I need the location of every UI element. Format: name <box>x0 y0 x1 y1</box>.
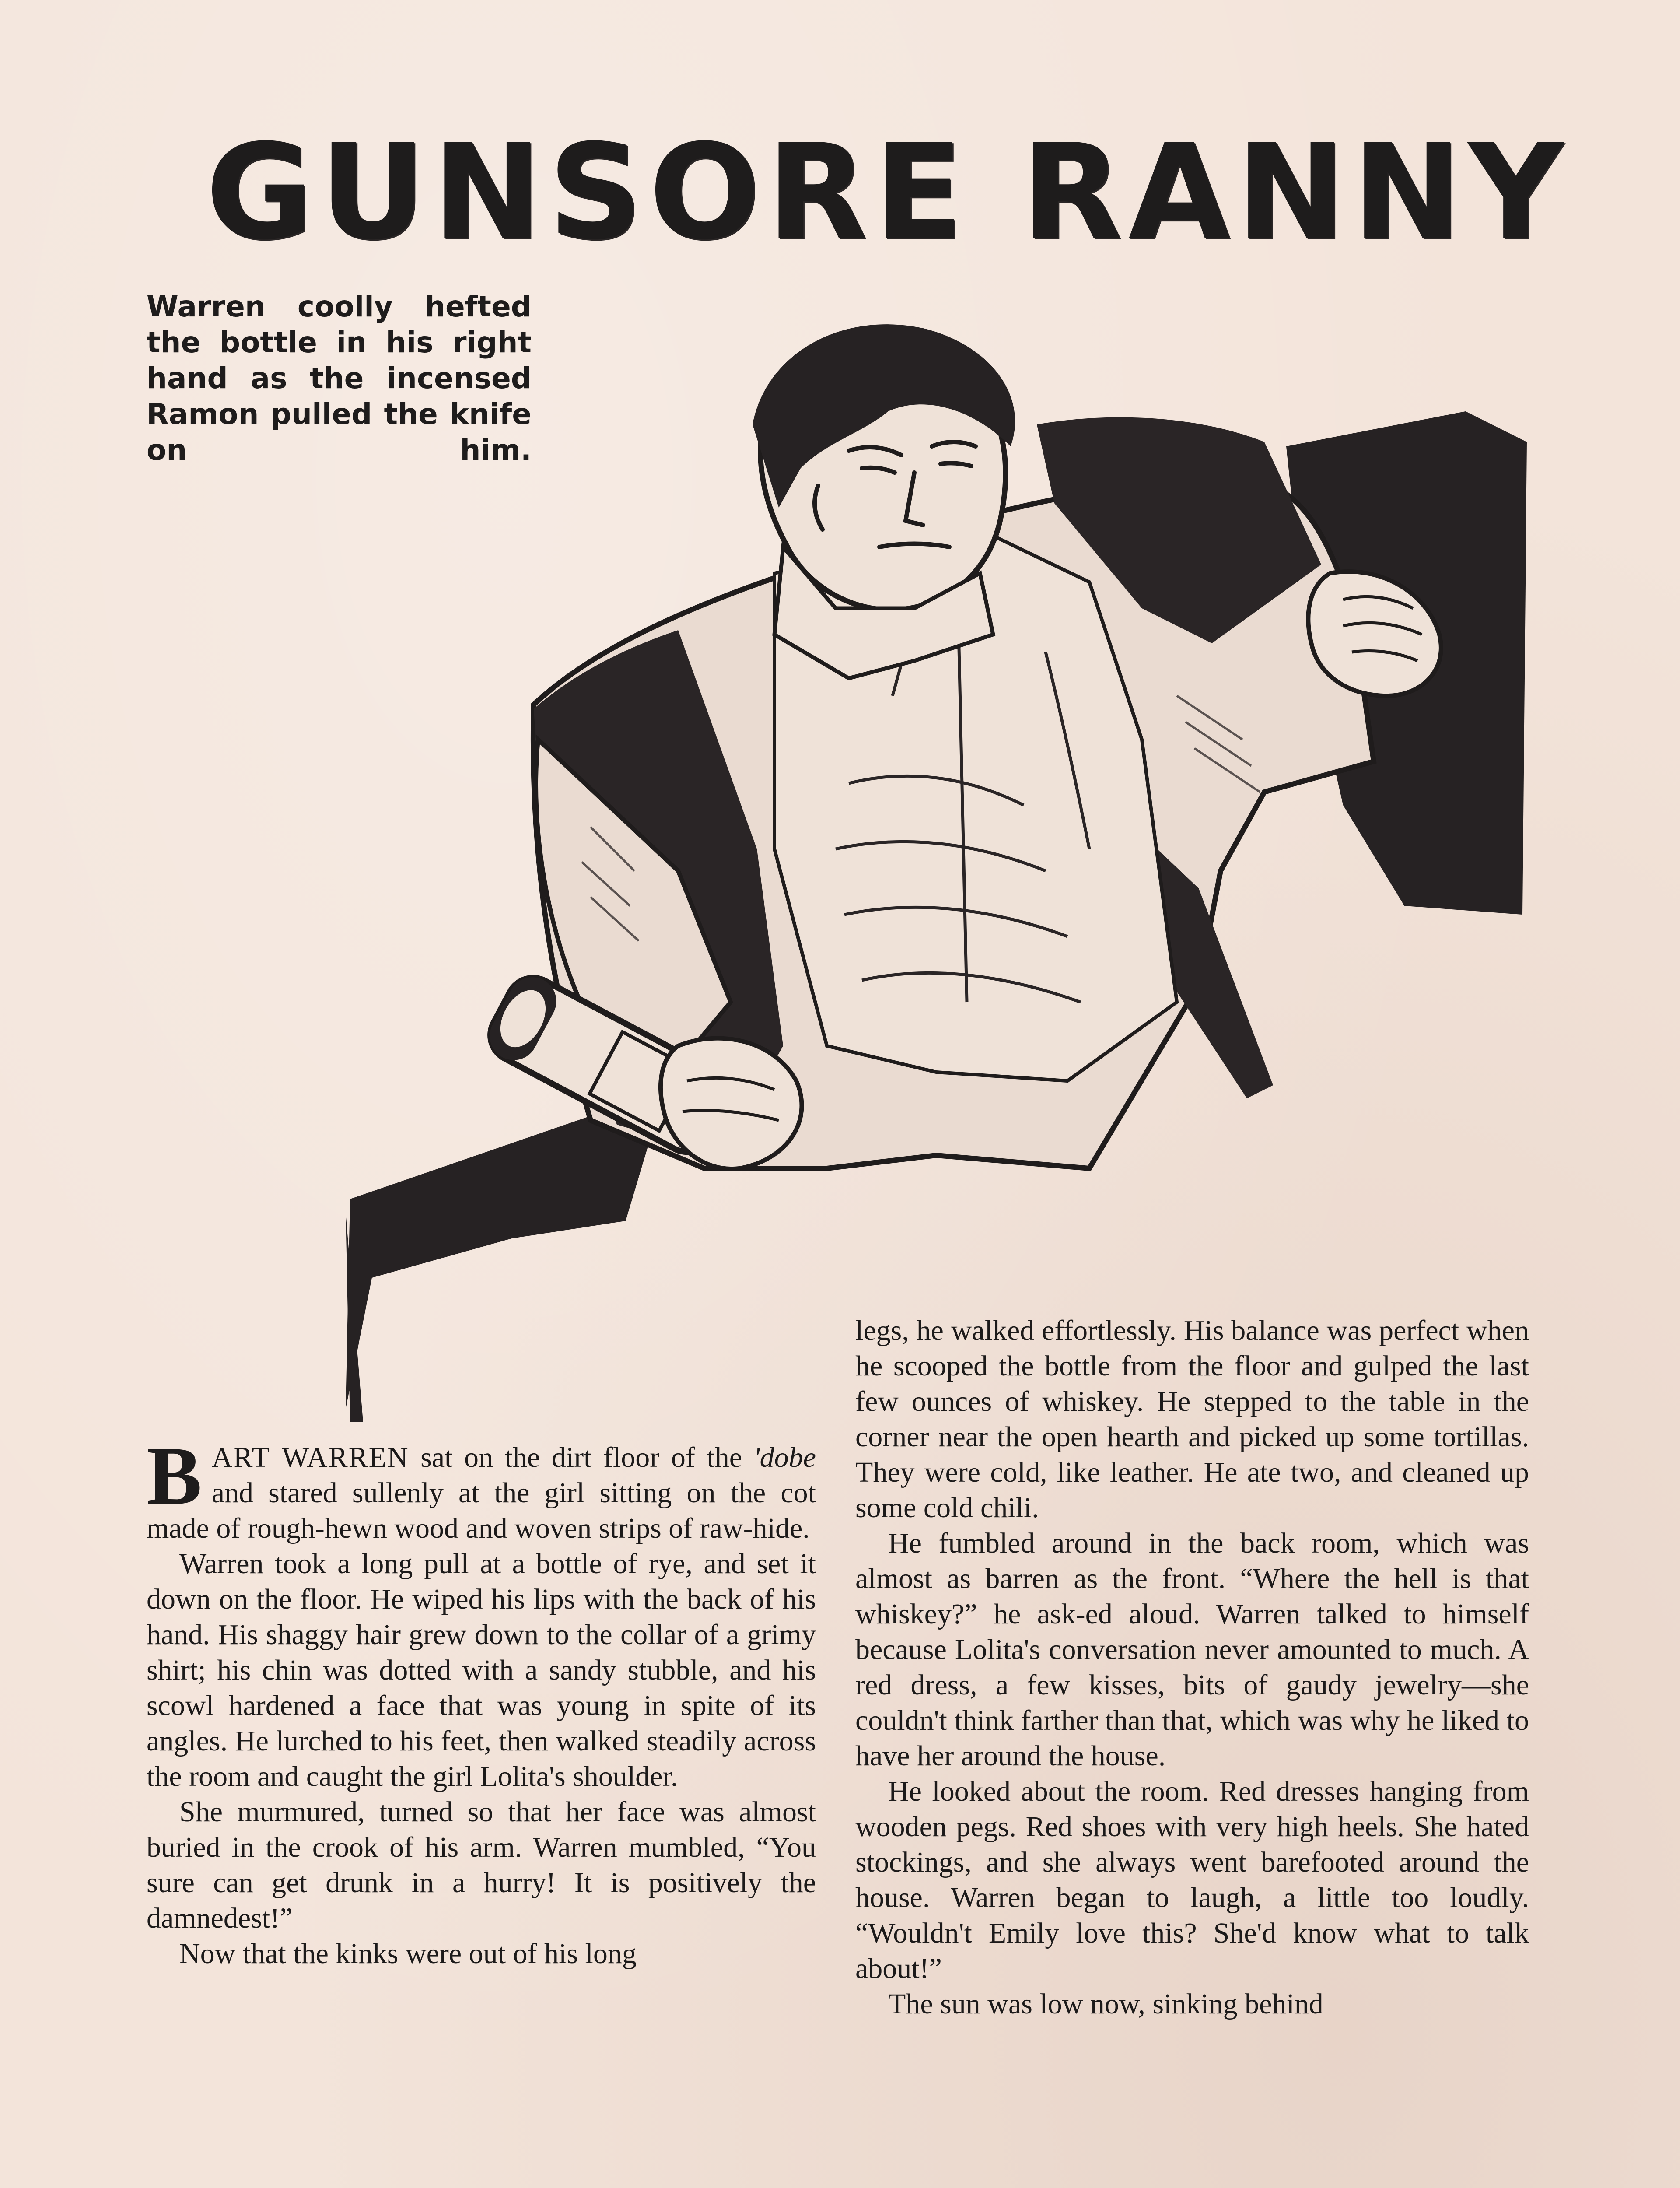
lead-caps: ART WARREN <box>211 1441 409 1473</box>
paragraph-text: sat on the dirt floor of the <box>409 1441 754 1473</box>
paragraph-text: and stared sullenly at the girl sitting on the cot made of rough-hewn wood and woven strips of raw-hide. <box>147 1477 816 1544</box>
paragraph: legs, he walked effortlessly. His balance was perfect when he scooped the bottle from the floor and gulped the last few ounces of whiskey. He stepped to the table in the corner near the open hearth and picked up some tortillas. They were cold, like leather. He ate two, and cleaned up some cold chili. <box>855 1315 1529 1524</box>
paragraph: Now that the kinks were out of his long <box>179 1938 637 1970</box>
paragraph: He fumbled around in the back room, which was almost as barren as the front. “Where the hell is that whiskey?” he ask-ed aloud. Warren talked to himself because Lolita's conversation never amounted to much. A red dress, a few kisses, bits of gaudy jewelry—she couldn't think farther than that, which was why he liked to have her around the house. <box>855 1527 1529 1772</box>
illustration-caption: Warren coolly hefted the bottle in his right hand as the incensed Ramon pulled the knife on him. <box>147 290 532 467</box>
paragraph: The sun was low now, sinking behind <box>888 1988 1323 2020</box>
text-column-left <box>147 1430 816 1971</box>
text-column-right <box>855 1313 1529 2022</box>
illustration-man-with-bottle <box>346 302 1527 1422</box>
drop-cap: B <box>147 1430 202 1522</box>
paragraph: She murmured, turned so that her face was almost buried in the crook of his arm. Warren mumbled, “You sure can get drunk in a hurry! It is positively the damnedest!” <box>147 1796 816 1934</box>
paragraph <box>147 1430 816 1546</box>
paragraph: He looked about the room. Red dresses hanging from wooden pegs. Red shoes with very high heels. She hated stockings, and she always went barefooted around the house. Warren began to laugh, a little too loudly. “Wouldn't Emily love this? She'd know what to talk about!” <box>855 1775 1529 1985</box>
paragraph: Warren took a long pull at a bottle of rye, and set it down on the floor. He wiped his lips with the back of his hand. His shaggy hair grew down to the collar of a grimy shirt; his chin was dotted with a sandy stubble, and his scowl hardened a face that was young in spite of its angles. He lurched to his feet, then walked steadily across the room and caught the girl Lolita's shoulder. <box>147 1548 816 1792</box>
story-title: GUNSORE RANNY <box>206 116 1569 269</box>
paragraph-italic: 'dobe <box>753 1441 816 1473</box>
